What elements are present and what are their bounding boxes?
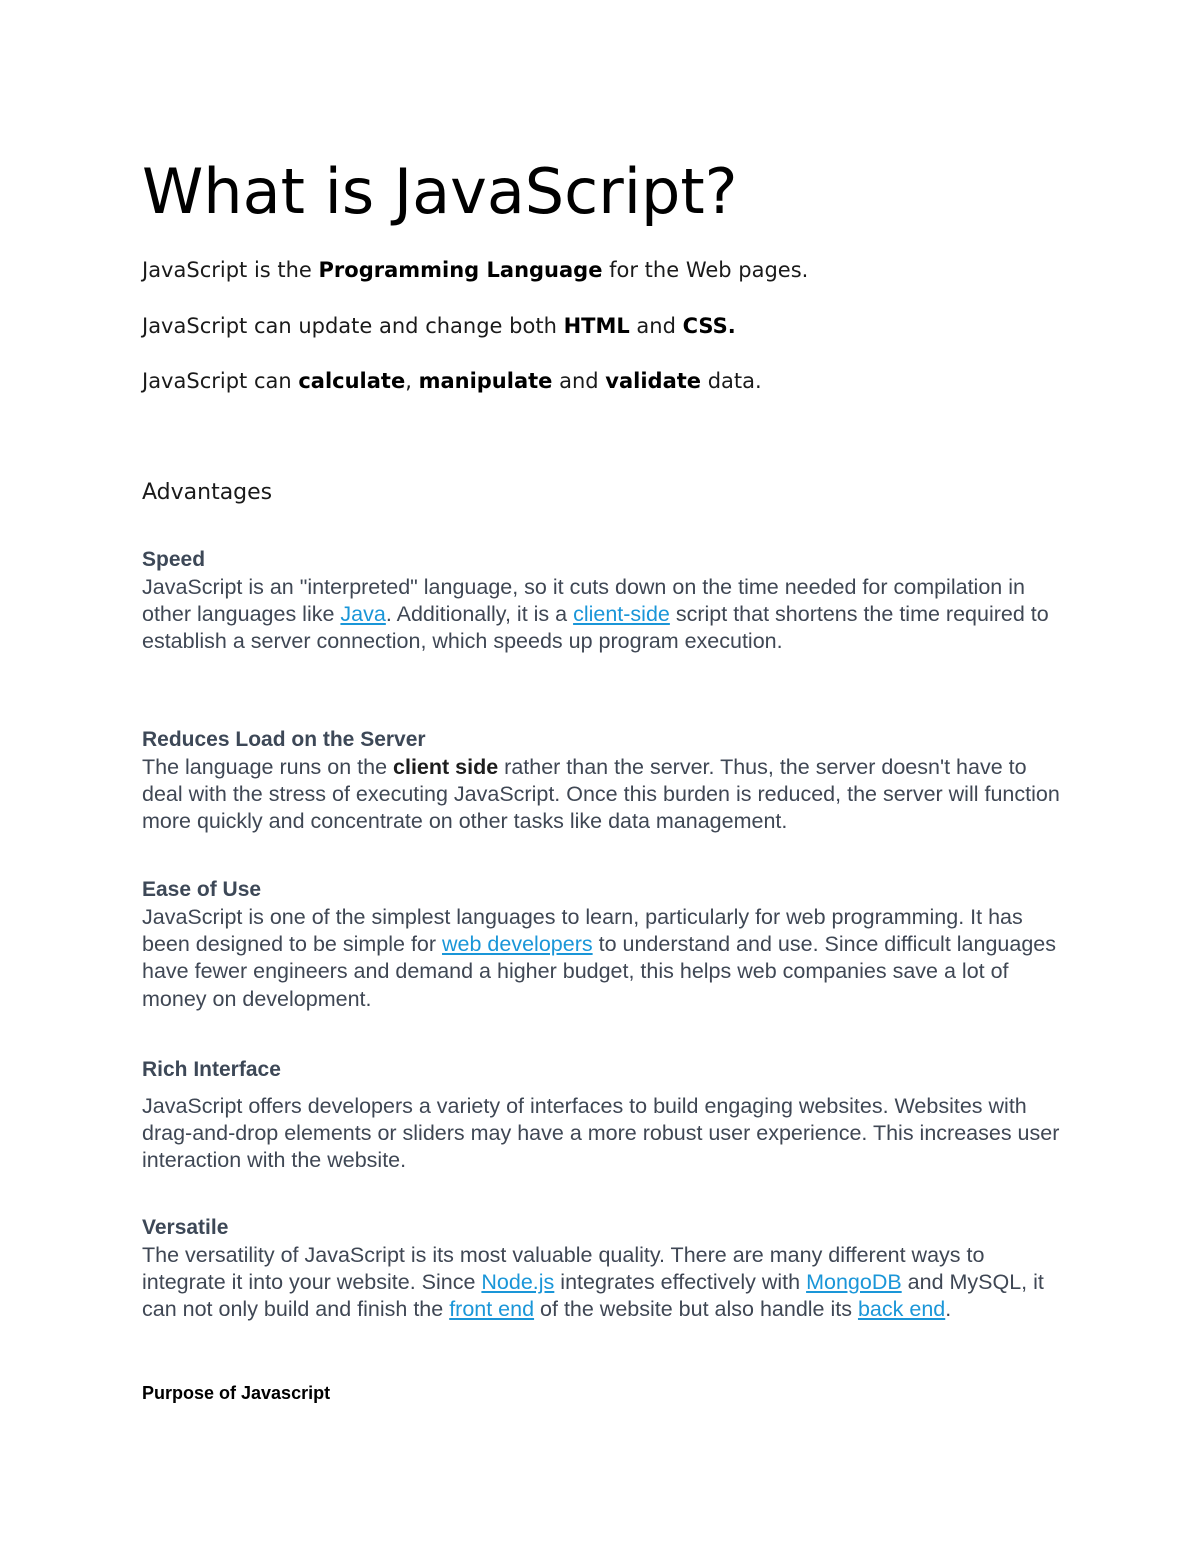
body-text: JavaScript is one of the simplest languages to learn, particularly for web programming. It has been designed to be simple for xyxy=(142,905,1023,957)
section-title: Ease of Use xyxy=(142,878,262,901)
body-text: rather than the server. Thus, the server doesn't have to deal with the stress of executing JavaScript. Once this burden is reduced, the server will function more quickly and concentrate on other tasks like data management. xyxy=(142,755,1060,834)
intro-text: for the Web pages. xyxy=(602,258,809,282)
intro-line-2 xyxy=(142,312,736,340)
section-speed xyxy=(142,546,1072,656)
section-rich-interface xyxy=(142,1056,1072,1175)
intro-text: and xyxy=(629,314,683,338)
section-title: Reduces Load on the Server xyxy=(142,728,426,751)
link-java[interactable]: Java xyxy=(340,602,386,627)
section-title: Rich Interface xyxy=(142,1058,281,1081)
intro-text: JavaScript is the xyxy=(142,258,319,282)
section-reduces-load xyxy=(142,726,1072,836)
intro-bold-text: calculate xyxy=(298,369,406,393)
page-title: What is JavaScript? xyxy=(142,155,738,228)
intro-bold-text: HTML xyxy=(563,314,630,338)
intro-text: JavaScript can update and change both xyxy=(142,314,564,338)
intro-bold-text: manipulate xyxy=(418,369,553,393)
intro-text: and xyxy=(552,369,606,393)
body-text: . Additionally, it is a xyxy=(385,602,574,627)
section-versatile xyxy=(142,1214,1072,1324)
intro-text: JavaScript can xyxy=(142,369,299,393)
body-text: integrates effectively with xyxy=(554,1270,807,1295)
section-body xyxy=(142,904,1072,1013)
body-text: and MySQL, it can not only build and finish the xyxy=(142,1270,1044,1322)
body-text: JavaScript is an "interpreted" language, so it cuts down on the time needed for compilation in other languages like xyxy=(142,575,1025,627)
body-text: The language runs on the xyxy=(142,755,394,779)
body-text: The versatility of JavaScript is its most valuable quality. There are many different ways to integrate it into your website. Since xyxy=(142,1243,985,1295)
section-title: Speed xyxy=(142,548,206,571)
link-mongodb[interactable]: MongoDB xyxy=(806,1270,902,1295)
link-web-developers[interactable]: web developers xyxy=(442,932,593,957)
link-nodejs[interactable]: Node.js xyxy=(481,1270,555,1295)
body-text: JavaScript offers developers a variety of interfaces to build engaging websites. Websites with drag-and-drop elements or sliders may have a more robust user experience. This increases user interaction with the website. xyxy=(142,1094,1060,1173)
intro-line-1 xyxy=(142,256,808,284)
intro-bold-text: Programming Language xyxy=(318,258,603,282)
body-text: to understand and use. Since difficult languages have fewer engineers and demand a higher budget, this helps web companies save a lot of money on development. xyxy=(142,932,1056,1011)
link-back-end[interactable]: back end xyxy=(857,1297,946,1322)
section-body xyxy=(142,754,1072,836)
section-body xyxy=(142,1093,1072,1175)
intro-bold-text: CSS. xyxy=(682,314,736,338)
body-text: script that shortens the time required to establish a server connection, which speeds up program execution. xyxy=(142,602,1049,654)
bold-text: client side xyxy=(393,755,499,779)
link-client-side[interactable]: client-side xyxy=(573,602,670,627)
link-front-end[interactable]: front end xyxy=(449,1297,535,1322)
intro-bold-text: validate xyxy=(605,369,702,393)
intro-line-3 xyxy=(142,367,762,395)
intro-text: , xyxy=(405,369,419,393)
section-body xyxy=(142,1242,1072,1324)
section-ease-of-use xyxy=(142,876,1072,1013)
body-text: . xyxy=(945,1297,952,1322)
section-title: Versatile xyxy=(142,1216,229,1239)
advantages-heading: Advantages xyxy=(142,480,273,505)
purpose-heading: Purpose of Javascript xyxy=(142,1383,331,1403)
section-body xyxy=(142,574,1072,656)
body-text: of the website but also handle its xyxy=(534,1297,858,1322)
intro-text: data. xyxy=(701,369,762,393)
